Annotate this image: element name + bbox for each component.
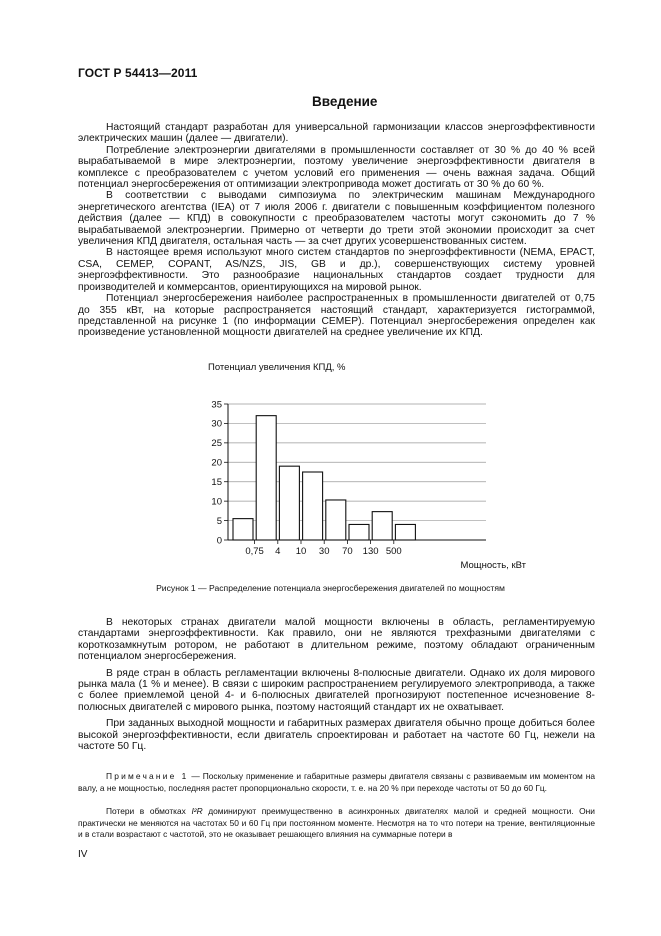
histogram-figure [186, 357, 526, 575]
note-text: доминируют преимущественно в асинхронных двигателях малой и средней мощности. Они практически не меняются на частотах 50 и 60 Гц при постоянном моменте. Несмотря на то что потери на трение, вентиляционные и в стали возрастают с частотой, это не оказывает решающего влияния на суммарные потери в [78, 806, 595, 839]
formula: I²R [191, 806, 203, 816]
y-tick-label: 30 [211, 418, 222, 430]
paragraph: Настоящий стандарт разработан для универсальной гармонизации классов энергоэффективности электрических машин (далее — двигатели). [78, 122, 595, 145]
note-paragraph [78, 771, 595, 794]
histogram-bar [256, 416, 276, 540]
histogram-bar [395, 524, 415, 540]
y-tick-label: 25 [211, 438, 222, 450]
histogram-bar [279, 466, 299, 540]
paragraph: Потенциал энергосбережения наиболее распространенных в промышленности двигателей от 0,75 до 355 кВт, на которые распространяется настоящий стандарт, характеризуется гистограммой, представленной на рисунке 1 (по информации CEMEP). Потенциал энергосбережения определен как произведение установленной мощности двигателей на среднее увеличение их КПД. [78, 293, 595, 339]
x-tick-label: 30 [318, 546, 330, 557]
x-tick-label: 10 [295, 546, 307, 557]
x-tick-label: 0,75 [245, 546, 264, 557]
y-tick-label: 10 [211, 496, 222, 508]
y-tick-label: 35 [211, 399, 222, 411]
x-tick-label: 500 [385, 546, 402, 557]
histogram-bar [349, 524, 369, 540]
x-axis-label: Мощность, кВт [460, 560, 526, 571]
histogram-bar [303, 472, 323, 540]
paragraph: В настоящее время используют много систем стандартов по энергоэффективности (NEMA, EPACT, CSA, CEMEP, COPANT, AS/NZS, JIS, GB и др.), совершенствующих систему уровней энергоэффективности. Это разнообразие национальных стандартов создает трудности для производителей и коммерсантов, ориентирующихся на мировой рынок. [78, 247, 595, 293]
paragraph: В некоторых странах двигатели малой мощности включены в область, регламентируемую стандартами энергоэффективности. Как правило, они не являются трехфазными двигателями с короткозамкнутым ротором, не работают в длительном режиме, поэтому обладают ограниченным потенциалом энергосбережения. [78, 617, 595, 663]
intro-text [78, 122, 595, 339]
histogram-chart [186, 357, 526, 575]
note-1 [78, 771, 595, 794]
section-title: Введение [312, 94, 378, 109]
y-tick-label: 20 [211, 457, 222, 469]
note-paragraph [78, 806, 595, 841]
y-tick-label: 5 [216, 515, 222, 527]
y-axis-label: Потенциал увеличения КПД, % [208, 362, 346, 373]
x-tick-label: 130 [362, 546, 379, 557]
page-number: IV [78, 849, 88, 860]
paragraph: В ряде стран в область регламентации включены 8-полюсные двигатели. Однако их доля мирового рынка мала (1 % и менее). В связи с широким распространением регулируемого электропривода, а также с более приемлемой ценой 4- и 6-полюсных двигателей прогнозируют постепенное исчезновение 8-полюсных двигателей с мирового рынка, поэтому настоящий стандарт их не охватывает. [78, 667, 595, 713]
note-2 [78, 806, 595, 841]
document-code: ГОСТ Р 54413—2011 [78, 66, 198, 80]
y-tick-label: 0 [216, 535, 222, 547]
paragraph: При заданных выходной мощности и габаритных размерах двигателя обычно проще добиться более высокой энергоэффективности, если двигатель спроектирован и работает на частоте 60 Гц, нежели на частоте 50 Гц. [78, 718, 595, 753]
histogram-bar [326, 500, 346, 540]
x-tick-label: 4 [275, 546, 281, 557]
y-tick-label: 15 [211, 477, 222, 489]
post-figure-text [78, 617, 595, 757]
note-prefix: Потери в обмотках [106, 806, 192, 816]
note-text: — Поскольку применение и габаритные размеры двигателя связаны с развиваемым им моментом на валу, а не мощностью, последняя растет пропорционально скорости, т. е. на 20 % при переходе частоты от 50 до 60 Гц. [78, 771, 595, 793]
paragraph: Потребление электроэнергии двигателями в промышленности составляет от 30 % до 40 % всей вырабатываемой в мире электроэнергии, поэтому увеличение энергоэффективности двигателя в комплексе с преобразователем с учетом условий его применения — очень важная задача. Общий потенциал энергосбережения от оптимизации электропривода может достигать от 30 % до 60 %. [78, 144, 595, 191]
note-label: Примечание 1 [106, 771, 189, 781]
figure-caption: Рисунок 1 — Распределение потенциала энергосбережения двигателей по мощностям [156, 583, 505, 593]
paragraph: В соответствии с выводами симпозиума по электрическим машинам Международного энергетического агентства (IEA) от 7 июля 2006 г. двигатели с повышенным коэффициентом полезного действия (далее — КПД) в совокупности с преобразователем частоты могут сэкономить до 7 % вырабатываемой электроэнергии. Примерно от четверти до трети этой экономии происходит за счет увеличения КПД двигателя, остальная часть — за счет других усовершенствованных систем. [78, 190, 595, 248]
x-tick-label: 70 [342, 546, 353, 557]
histogram-bar [233, 519, 253, 540]
histogram-bar [372, 512, 392, 540]
